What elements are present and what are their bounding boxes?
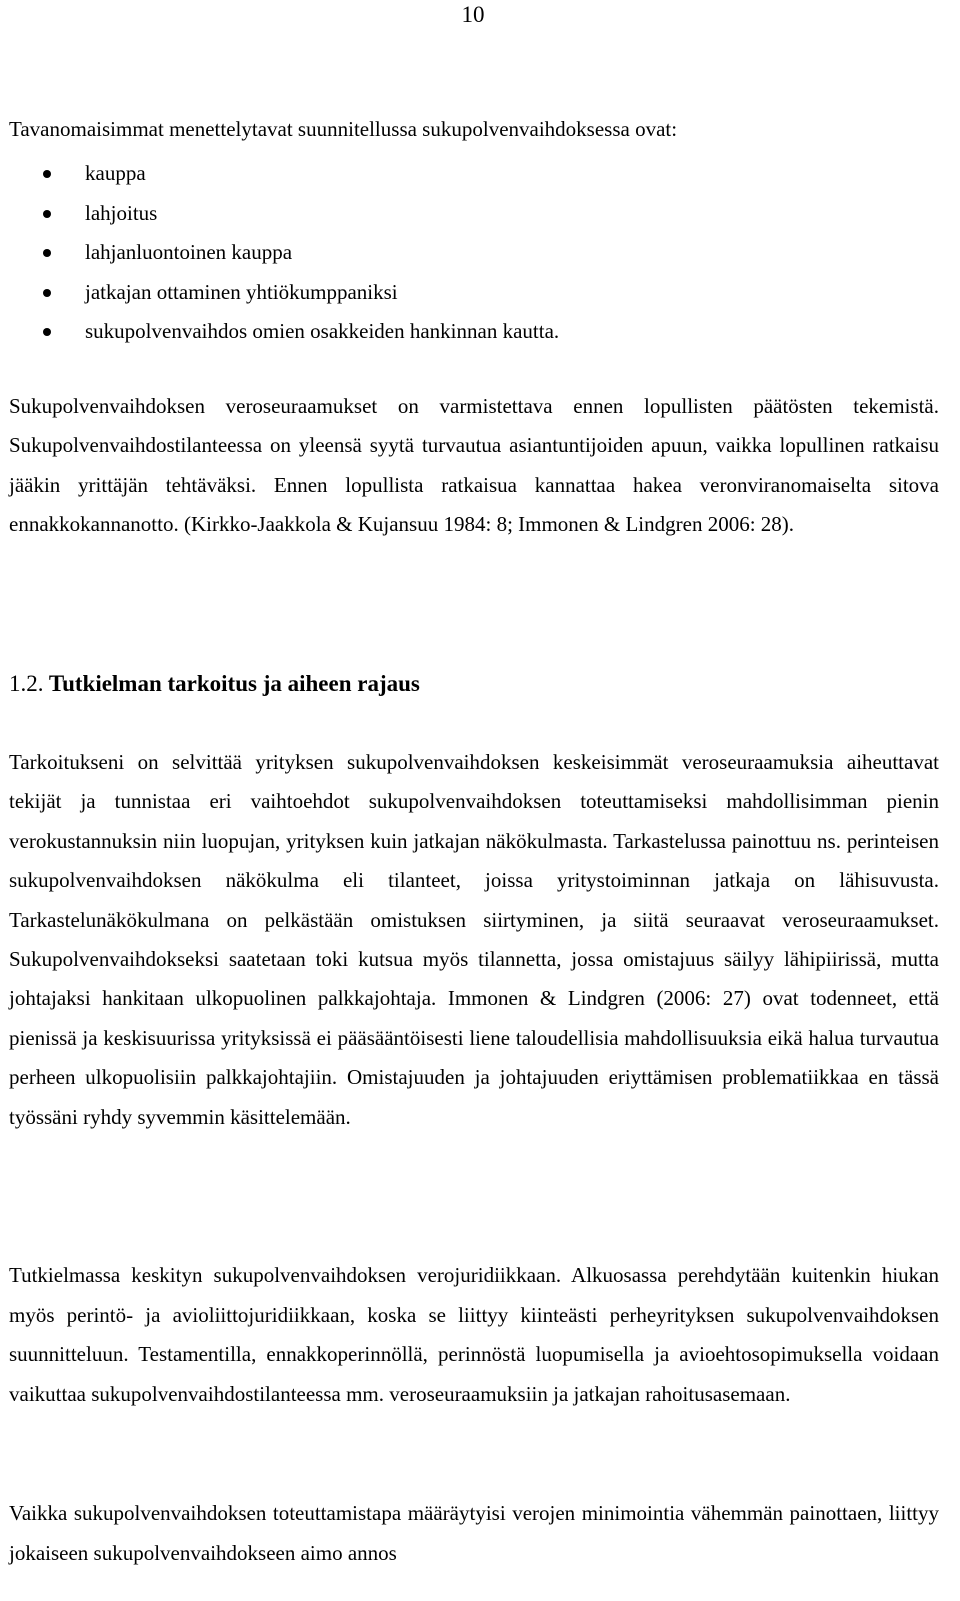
paragraph-purpose: Tarkoitukseni on selvittää yrityksen sukupolvenvaihdoksen keskeisimmät veroseuraamuksia aiheuttavat tekijät ja tunnistaa eri vaihtoehdot sukupolvenvaihdoksen toteuttamiseksi mahdollisimman pienin verokustannuksin niin luopujan, yrityksen kuin jatkajan näkökulmasta. Tarkastelussa painottuu ns. perinteisen sukupolvenvaihdoksen näkökulma eli tilanteet, joissa yritystoiminnan jatkaja on lähisuvusta. Tarkastelunäkökulmana on pelkästään omistuksen siirtyminen, ja siitä seuraavat veroseuraamukset. Sukupolvenvaihdokseksi saatetaan toki kutsua myös tilannetta, jossa omistajuus säilyy lähipiirissä, mutta johtajaksi hankitaan ulkopuolinen palkkajohtaja. Immonen & Lindgren (2006: 27) ovat todenneet, että pienissä ja keskisuurissa yrityksissä ei pääsääntöisesti liene taloudellisia mahdollisuuksia eikä halua turvautua perheen ulkopuolisiin palkkajohtajiin. Omistajuuden ja johtajuuden eriyttämisen problematiikkaa en tässä työssäni ryhdy syvemmin käsittelemään. — [9, 750, 939, 1129]
list-item-text: kauppa — [85, 161, 146, 185]
list-item-text: jatkajan ottaminen yhtiökumppaniksi — [85, 279, 398, 304]
paragraph-tax-consequences: Sukupolvenvaihdoksen veroseuraamukset on varmistettava ennen lopullisten päätösten tekemistä. Sukupolvenvaihdostilanteessa on yleensä syytä turvautua asiantuntijoiden apuun, vaikka lopullinen ratkaisu jääkin yrittäjän tehtäväksi. Ennen lopullista ratkaisua kannattaa hakea veronviranomaiselta sitova ennakkokannanotto. (Kirkko-Jaakkola & Kujansuu 1984: 8; Immonen & Lindgren 2006: 28). — [9, 394, 939, 537]
intro-text: Tavanomaisimmat menettelytavat suunnitellussa sukupolvenvaihdoksessa ovat: — [9, 117, 678, 141]
list-item — [9, 273, 939, 313]
bullet-icon — [43, 170, 51, 178]
paragraph-continuation: Vaikka sukupolvenvaihdoksen toteuttamistapa määräytyisi verojen minimointia vähemmän painottaen, liittyy jokaiseen sukupolvenvaihdokseen aimo annos — [9, 1501, 939, 1565]
list-item-text: lahjoitus — [85, 200, 158, 225]
paragraph-focus: Tutkielmassa keskityn sukupolvenvaihdoksen verojuridiikkaan. Alkuosassa perehdytään kuitenkin hiukan myös perintö- ja avioliittojuridiikkaan, koska se liittyy kiinteästi perheyrityksen sukupolvenvaihdoksen suunnitteluun. Testamentilla, ennakkoperinnöllä, perinnöstä luopumisella ja avioehtosopimuksella voidaan vaikuttaa sukupolvenvaihdostilanteessa mm. veroseuraamuksiin ja jatkajan rahoitusasemaan. — [9, 1263, 939, 1406]
list-item — [9, 312, 939, 352]
section-number: 1.2. — [9, 671, 44, 696]
page-number: 10 — [461, 2, 485, 27]
bullet-icon — [43, 289, 51, 297]
bullet-icon — [43, 210, 51, 218]
list-item — [9, 233, 939, 273]
list-item-text: lahjanluontoinen kauppa — [85, 240, 293, 264]
bullet-icon — [43, 328, 51, 336]
list-item — [9, 194, 939, 234]
section-title: Tutkielman tarkoitus ja aiheen rajaus — [48, 671, 420, 696]
list-item — [9, 154, 939, 194]
bullet-icon — [43, 249, 51, 257]
methods-list — [9, 154, 939, 352]
section-heading — [9, 666, 420, 702]
list-item-text: sukupolvenvaihdos omien osakkeiden hankinnan kautta. — [85, 319, 560, 343]
